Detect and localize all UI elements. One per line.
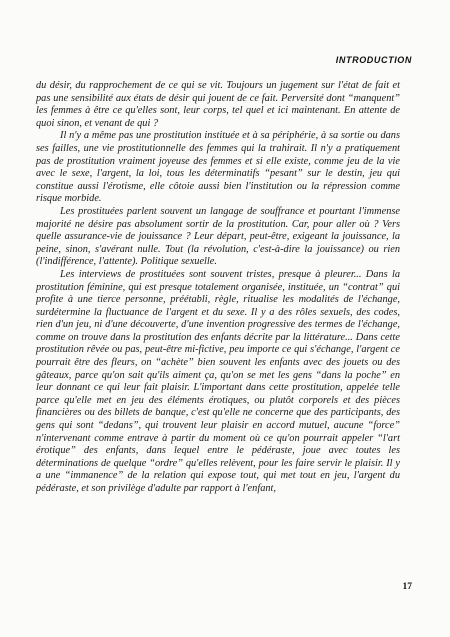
paragraph-3: Les prostituées parlent souvent un langage de souffrance et pourtant l'immense majorité ne désire pas absolument sortir de la prostitution. Car, pour aller où ? Vers quelle assurance-vie de jouissance ? Leur départ, peut-être, exigeant la jouissance, la peine, sinon, s'avérant nulle. Tout (la révolution, c'est-à-dire la jouissance) ou rien (l'indifférence, l'attente). Politique sexuelle. [36,205,400,268]
page-number: 17 [402,582,412,592]
paragraph-1: du désir, du rapprochement de ce qui se vit. Toujours un jugement sur l'état de fait et pas une sensibilité aux états de désir qui jouent de ce fait. Perversité dont “manquent” les femmes à être ce qu'elles sont, leur corps, tel quel et ici maintenant. En attente de quoi sinon, et venant de qui ? [36,80,400,129]
paragraph-4: Les interviews de prostituées sont souvent tristes, presque à pleurer... Dans la prostitution féminine, qui est presque totalement organisée, instituée, un “contrat” qui profite à une tierce personne, préétabli, règle, ritualise les modalités de l'échange, surdétermine la fluctuance de l'argent et du sexe. Il y a des rôles sexuels, des codes, rien d'un jeu, ni d'une découverte, d'une invention progressive des termes de l'échange, comme on trouve dans la prostitution des enfants décrite par la littérature... Dans cette prostitution rêvée ou pas, peut-être mi-fictive, peu importe ce qui s'échange, l'argent ce pourrait être des fleurs, on “achète” bien souvent les enfants avec des jouets ou des gâteaux, parce qu'on sait qu'ils aiment ça, qu'on se met les gens “dans la poche” en leur donnant ce qui leur fait plaisir. L'important dans cette prostitution, appelée telle parce qu'elle met en jeu des éléments érotiques, ou plutôt corporels et des pièces financières ou des billets de banque, c'est qu'elle ne concerne que des participants, des gens qui sont “dedans”, qui trouvent leur plaisir en accord mutuel, aucune “force” n'intervenant comme entrave à partir du moment où ce qu'on pourrait appeler “l'art érotique” des enfants, dans lequel entre le pédéraste, joue avec toutes les déterminations de quelque “ordre” qu'elles relèvent, pour les faire servir le plaisir. Il y a une “immanence” de la relation qui expose tout, qui met tout en jeu, l'argent du pédéraste, et son privilège d'adulte par rapport à l'enfant, [36,268,400,494]
paragraph-2: Il n'y a même pas une prostitution instituée et à sa périphérie, à sa sortie ou dans ses failles, une vie prostitutionnelle des femmes qui la trahirait. Il n'y a pratiquement pas de prostitution vraiment joyeuse des femmes et si elle existe, comme jeu de la vie avec le sexe, l'argent, la loi, tous les déterminatifs “pesant” sur le destin, jeu qui constitue aussi l'érotisme, elle côtoie aussi bien l'institution ou la répression comme risque morbide. [36,130,400,205]
body-text [36,80,400,496]
running-head: INTRODUCTION [335,55,412,65]
